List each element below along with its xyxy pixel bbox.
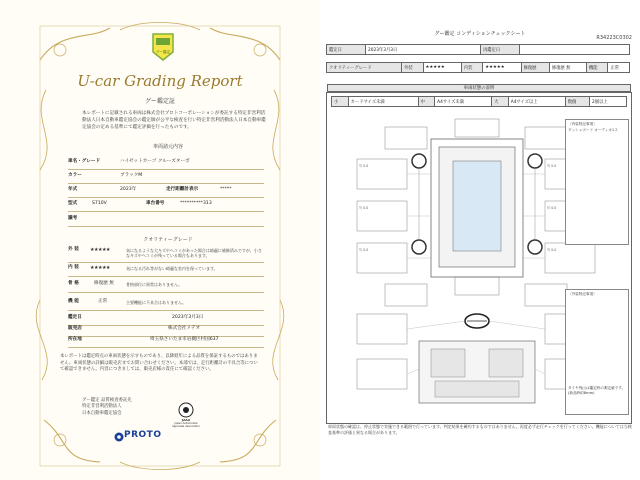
panel-label-5: 写 0.0 [547, 206, 557, 210]
panel-label-6: 写 0.0 [547, 248, 557, 252]
meta-row-dealer: 販売店 株式会社メテオ [68, 327, 264, 337]
panel-label-3: 写 0.0 [359, 248, 369, 252]
quality-row-interior: 内 装 ★★★★★ 気になる汚れ等がない綺麗な室内を保っています。 [68, 266, 264, 277]
vehicle-row-color: カラー ブラックM [68, 174, 264, 184]
vehicle-row-remarks: 譲考 [68, 217, 264, 227]
state-title: 車両状態の説明 [327, 84, 631, 92]
logo-badge-text: グー鑑定 [155, 50, 171, 54]
certificate-title: グー鑑定証 [144, 98, 175, 105]
vehicle-state-diagram [326, 86, 632, 424]
damage-size-legend: 小 カードサイズ未満 中 A4サイズ未満 大 A4サイズ以上 数個 2個以上 [331, 96, 627, 107]
quality-row-frame: 骨 格 修復歴 無 骨格部位に異常はありません。 [68, 282, 264, 293]
certificate-intro-text: 本レポートに記載される車両は株式会社プロトコーポレーションが委託する特定非営利活動法人日本自動車鑑定協会の鑑定師が公平な検査を行い特定非営利活動法人日本自動車鑑定協会の定める基準にて鑑定評価を行ったものです。 [82, 111, 266, 131]
jaaa-text: JAAA [181, 418, 191, 422]
appraisal-date: 2023年3月3日 [366, 45, 481, 55]
certificate-disclaimer: 本レポートは鑑定時点の車両状態を示すものであり、以降経年による品質を保証するものではありません。車両状態の詳細は販売店までお問い合わせください。本部では、走行距離計の不具合等について確認できません。内容につきましては、販売店様の責任にて確認ください。 [60, 354, 258, 373]
panel-label-4: 写 0.0 [547, 164, 557, 168]
jaaa-caption: Japan Automobile Appraisal Association [172, 422, 200, 428]
vehicle-section-title: 車両諸元内容 [152, 144, 183, 150]
repair-history-tag: 修復歴 無 [94, 281, 114, 286]
recheck-date [520, 45, 630, 55]
sheet-date-table: 鑑定日 2023年3月3日 再鑑定日 [326, 44, 630, 55]
vehicle-row-model: 型式 S710V 車台番号 **********313 [68, 202, 264, 212]
condition-check-sheet [320, 0, 640, 480]
sheet-bottom-note: 車両状態の確認は、停止状態で実施できる範囲で行っています。判定結果を確約するものではありません。再度必ず走行チェックを行ってください。機能については当検査基準の評価と異なる場合があります。 [328, 424, 632, 435]
sheet-exterior-stars: ★★★★★ [423, 63, 461, 73]
interior-stars: ★★★★★ [90, 265, 110, 271]
panel-label-1: 写 0.0 [359, 164, 369, 168]
sheet-code: R34223C0302 [596, 35, 632, 41]
quality-section-title: クオリティーグレード [143, 237, 193, 243]
meta-row-address: 所在地 埼玉県さいたま市岩槻区村国637 [68, 338, 264, 348]
sheet-interior-stars: ★★★★★ [483, 63, 521, 73]
goo-appraisal-logo-icon [150, 32, 176, 62]
proto-logo-icon [114, 432, 124, 442]
exterior-stars: ★★★★★ [90, 247, 110, 253]
quality-row-exterior: 外 装 ★★★★★ 気になるような大キズやヘコミがあった場合は綺麗に補修済みですが、小さなキズやヘコミが残っている場合もあります。 [68, 248, 264, 263]
vehicle-row-year: 年式 2023年 走行距離計表示 ***** [68, 188, 264, 198]
report-script-title: U-car Grading Report [77, 72, 243, 90]
jaaa-emblem-icon [178, 402, 194, 418]
organization-block: グー鑑定 品質検査委託先 特定非営利活動法人 日本自動車鑑定協会 [82, 398, 132, 416]
vehicle-row-name: 車名・グレード ハイゼットカーゴ クルーズターボ [68, 160, 264, 170]
panel-label-2: 写 0.0 [359, 206, 369, 210]
sheet-quality-table: クオリティーグレード 外装 ★★★★★ 内装 ★★★★★ 修復歴 修復歴 無 機能 正常 [326, 62, 630, 73]
sheet-title: グー鑑定 コンディションチェックシート [434, 31, 526, 37]
function-tag: 正常 [98, 299, 108, 304]
proto-brand: PROTO [124, 430, 162, 440]
interior-remarks-box: 〈内装特記事項〉 ダッシュボード オーディオ1ス [565, 119, 629, 245]
exterior-remarks-box: 〈外装特記事項〉 タイヤ残山は鑑定時の測定値です。(新品時約8mm) [565, 289, 629, 415]
quality-row-function: 機 能 正常 主要機能に不具合はありません。 [68, 300, 264, 311]
meta-row-date: 鑑定日 2023年3月3日 [68, 316, 264, 326]
